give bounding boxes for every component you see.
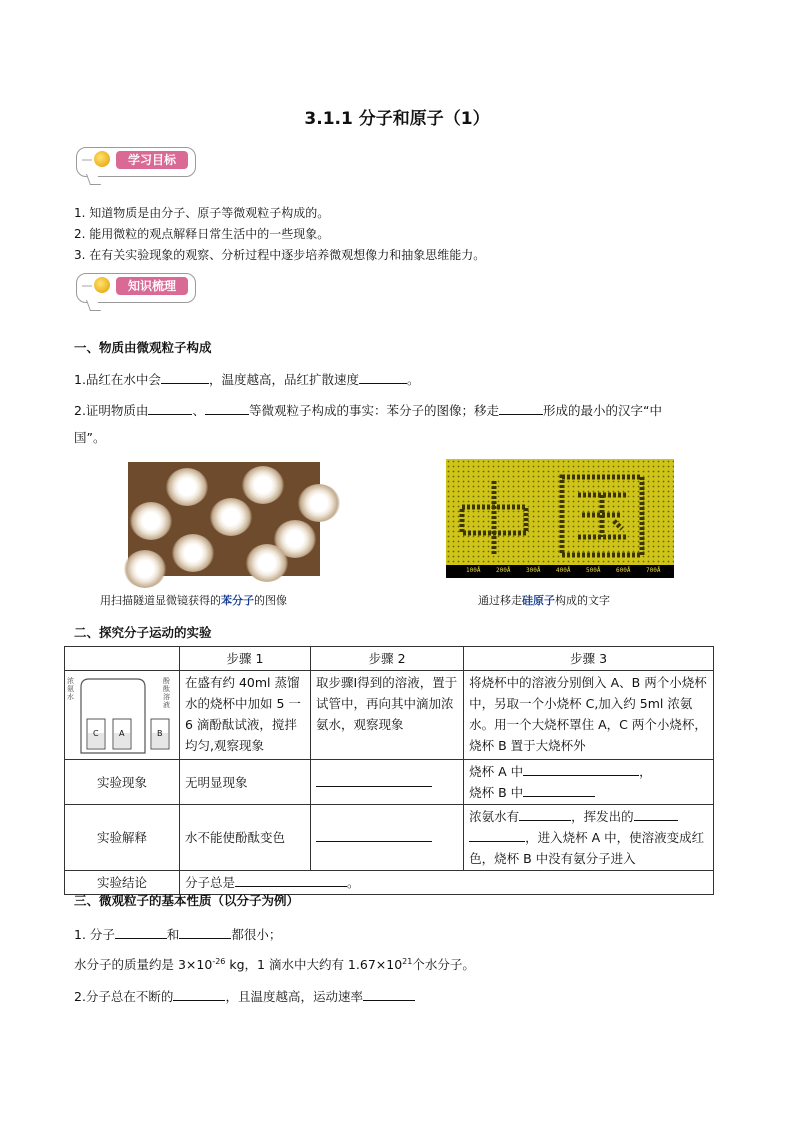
table-row-phenomenon: [65, 760, 714, 805]
explain-step2-blank: [311, 805, 464, 871]
objectives-badge-label: 学习目标: [116, 151, 188, 169]
section1-question2-cont: 国”。: [74, 430, 106, 445]
silicon-atom-characters-image: [446, 459, 674, 578]
table-header-step3: 步骤 3: [464, 647, 714, 671]
beaker-b-label: B: [157, 729, 163, 738]
conclusion-text: 分子总是 。: [180, 871, 714, 895]
table-header-blank: [65, 647, 180, 671]
section3-heading: 三、微观粒子的基本性质（以分子为例）: [74, 893, 300, 908]
scale-bar: 100Å 200Å 300Å 400Å 500Å 600Å 700Å: [446, 565, 674, 578]
section2-heading: 二、探究分子运动的实验: [74, 625, 212, 640]
step2-text: 取步骤Ⅰ得到的溶液，置于试管中，再向其中滴加浓氨水，观察现象: [311, 671, 464, 760]
knowledge-badge-label: 知识梳理: [116, 277, 188, 295]
section1-question2: 2.证明物质由 、 等微观粒子构成的事实：苯分子的图像；移走 形成的最小的汉字“中: [74, 400, 724, 419]
explain-label: 实验解释: [65, 805, 180, 871]
objective-2: 2. 能用微粒的观点解释日常生活中的一些现象。: [74, 227, 330, 241]
silicon-caption: 通过移走硅原子构成的文字: [478, 594, 610, 607]
table-header-row: [65, 647, 714, 671]
conclusion-label: 实验结论: [65, 871, 180, 895]
explain-step3: 浓氨水有 ，挥发出的 ，进入烧杯 A 中，使溶液变成红色，烧杯 B 中没有氨分子进入: [464, 805, 714, 871]
table-row-explanation: [65, 805, 714, 871]
table-header-step2: 步骤 2: [311, 647, 464, 671]
benzene-caption: 用扫描隧道显微镜获得的苯分子的图像: [100, 594, 287, 607]
ammonia-label: 浓氨水: [67, 677, 74, 701]
water-molecule-fact: 水分子的质量约是 $3\times 10^{-26}$ kg，1 滴水中大约有 $1.67\times 10^{21}$个水分子。: [74, 956, 475, 972]
step3-text: 将烧杯中的溶液分别倒入 A、B 两个小烧杯中，另取一个小烧杯 C,加入约 5ml 浓氨水。用一个大烧杯罩住 A，C 两个小烧杯，烧杯 B 置于大烧杯外: [464, 671, 714, 760]
explain-step1: 水不能使酚酞变色: [180, 805, 311, 871]
section3-question2: 2.分子总在不断的 ，且温度越高，运动速率: [74, 986, 415, 1005]
objectives-badge: [72, 145, 198, 179]
step1-text: 在盛有约 40ml 蒸馏水的烧杯中加如 5 一 6 滴酚酞试液，搅拌均匀,观察现象: [180, 671, 311, 760]
page-title: 3.1.1 分子和原子（1）: [304, 109, 490, 129]
knowledge-badge: [72, 271, 198, 305]
objective-1: 1. 知道物质是由分子、原子等微观粒子构成的。: [74, 206, 330, 220]
phenolphthalein-label: 酚酞溶液: [163, 677, 170, 709]
lightbulb-icon: [94, 151, 110, 167]
phenomenon-step3: 烧杯 A 中 ， 烧杯 B 中: [464, 760, 714, 805]
phenomenon-label: 实验现象: [65, 760, 180, 805]
section1-question1: 1.品红在水中会 ，温度越高，品红扩散速度 。: [74, 369, 419, 388]
phenomenon-step2-blank: [311, 760, 464, 805]
experiment-table: [64, 646, 714, 895]
objective-3: 3. 在有关实验现象的观察、分析过程中逐步培养微观想像力和抽象思维能力。: [74, 248, 486, 262]
beaker-c-label: C: [93, 729, 99, 738]
section1-heading: 一、物质由微观粒子构成: [74, 340, 212, 355]
benzene-molecule-image: [128, 462, 320, 576]
table-header-step1: 步骤 1: [180, 647, 311, 671]
beaker-apparatus-diagram: [67, 673, 177, 757]
table-row-steps: [65, 671, 714, 760]
lightbulb-icon: [94, 277, 110, 293]
beaker-a-label: A: [119, 729, 125, 738]
apparatus-diagram-cell: [65, 671, 180, 760]
phenomenon-step1: 无明显现象: [180, 760, 311, 805]
section3-question1: 1. 分子 和 都很小；: [74, 924, 281, 943]
